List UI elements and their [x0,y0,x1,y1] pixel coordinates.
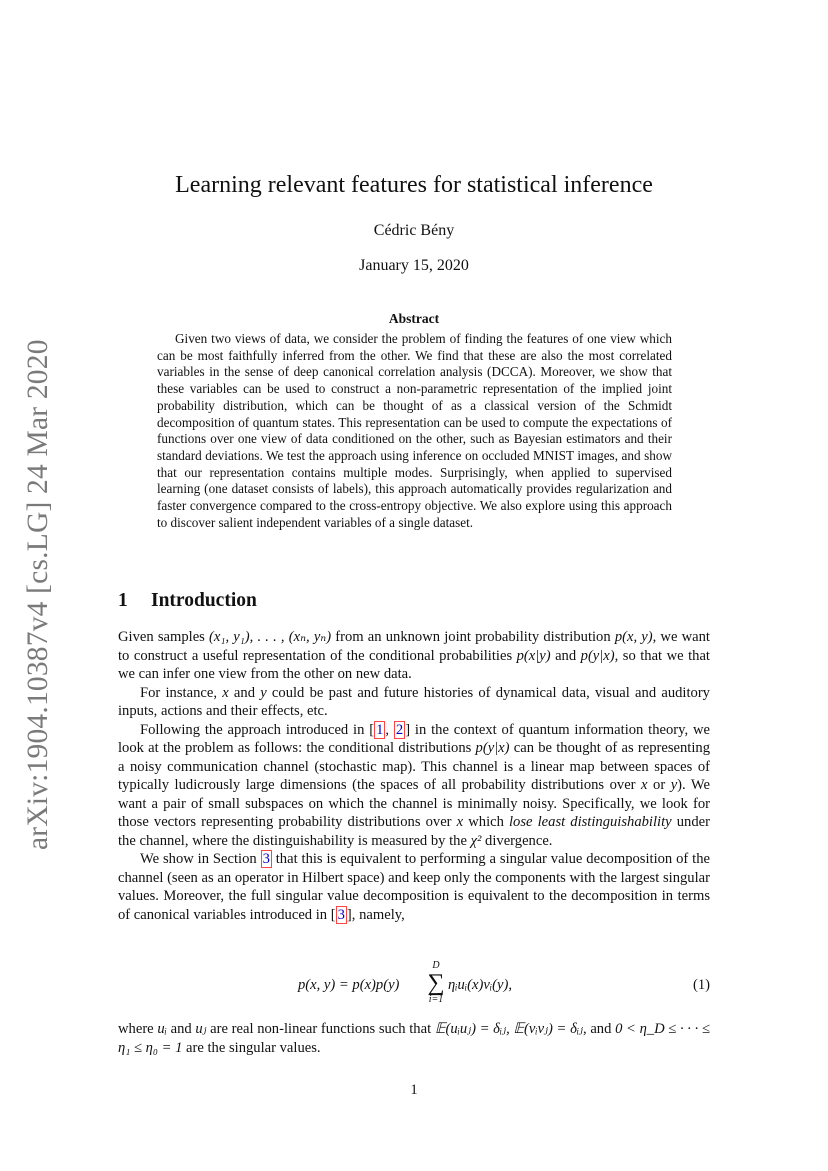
section-number: 1 [118,590,128,611]
paragraph-2: For instance, x and y could be past and future histories of dynamical data, visual and auditory inputs, actions and their effects, etc. [118,684,710,719]
equation-1 [118,960,710,1010]
intro-body [118,628,710,924]
paper-author: Cédric Bény [373,222,455,239]
emphasis-text: lose least distinguishability [509,814,672,830]
paragraph-5: where uᵢ and uⱼ are real non-linear functions such that 𝔼(uᵢuⱼ) = δᵢⱼ, 𝔼(vᵢvⱼ) = δᵢⱼ, and 0 < η_D ≤ · · · ≤ η₁ ≤ η₀ = 1 are the singular values. [118,1021,710,1056]
paragraph-4: We show in Section 3 that this is equivalent to performing a singular value decomposition of the channel (seen as an operator in Hilbert space) and keep only the components with the largest singular values. Moreover, the full singular value decomposition is equivalent to the decomposition in terms of canonical variables introduced in [ 3 ], namely, [118,851,710,923]
post-equation-body [118,1020,710,1057]
paragraph-1: Given samples (x₁, y₁), . . . , (xₙ, yₙ) from an unknown joint probability distribution p(x, y), we want to construct a useful representation of the conditional probabilities p(x|y) and p(y|x), so that we that we can infer one view from the other on new data. [118,629,710,682]
paragraph-3: Following the approach introduced in [ 1 , 2 ] in the context of quantum information theory, we look at the problem as follows: the conditional distributions p(y|x) can be thought of as representing a noisy communication channel (stochastic map). This channel is a linear map between spaces of typically ludicrously large dimensions (the spaces of all probability distributions over x or y). We want a pair of small subspaces on which the channel is minimally noisy. Specifically, we look for those vectors representing probability distributions over x which lose least distinguishability under the channel, where the distinguishability is measured by the χ² divergence. [118,721,711,849]
abstract-text: Given two views of data, we consider the problem of finding the features of one view which can be most faithfully inferred from the other. We find that these are also the most correlated variables in the sense of deep canonical correlation analysis (DCCA). Moreover, we show that these variables can be used to construct a non-parametric representation of the implied joint probability distribution, which can be thought of as a classical version of the Schmidt decomposition of quantum states. This representation can be used to compute the expectations of functions over one view of data conditioned on the other, such as Bayesian estimators and their standard deviations. We test the approach using inference on occluded MNIST images, and show that our representation contains multiple modes. Surprisingly, when applied to supervised learning (one dataset consists of labels), this approach automatically provides regularization and faster convergence compared to the cross-entropy objective. We also explore using this approach to discover salient independent variables of a single dataset. [157,331,672,530]
section-heading [118,590,257,612]
citation-link[interactable]: 3 [337,906,345,923]
equation-lhs: p(x, y) = p(x)p(y) [298,977,400,993]
abstract-heading: Abstract [388,311,440,326]
arxiv-identifier-stamp: arXiv:1904.10387v4 [cs.LG] 24 Mar 2020 [22,339,54,850]
paper-title: Learning relevant features for statistical inference [175,172,653,198]
citation-link[interactable]: 1 [376,721,384,738]
summation-symbol: D ∑ i=1 [427,960,445,1005]
citation-link[interactable]: 2 [395,721,404,738]
page-number: 1 [410,1082,418,1098]
equation-rhs: ηᵢuᵢ(x)vᵢ(y), [448,977,512,993]
section-ref-link[interactable]: 3 [262,851,270,867]
equation-number: (1) [692,977,710,993]
section-title: Introduction [151,590,257,611]
paper-date: January 15, 2020 [359,257,469,274]
